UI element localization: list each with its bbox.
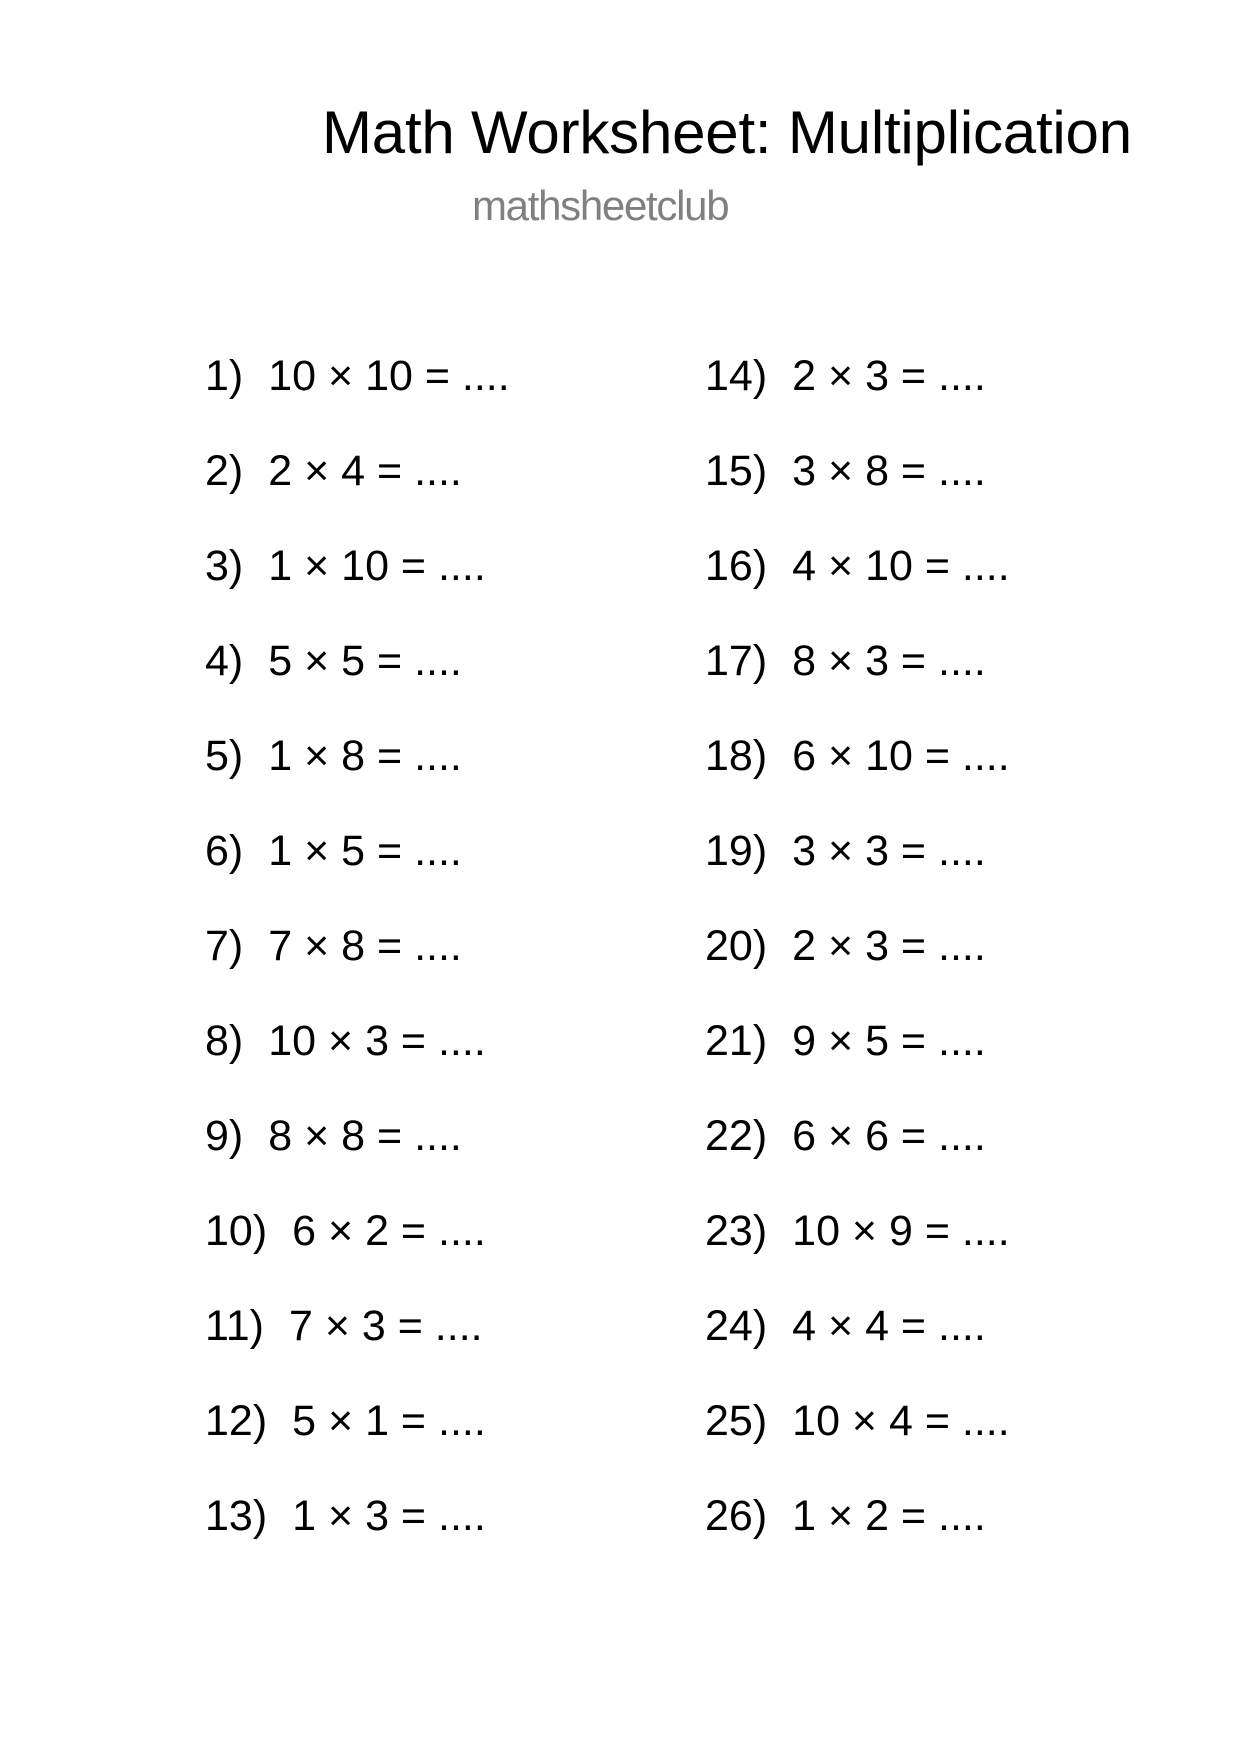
problem-number: 14) xyxy=(705,352,768,400)
problem-number: 1) xyxy=(205,352,244,400)
problem-item xyxy=(705,920,1205,1015)
problem-item xyxy=(205,1300,705,1395)
problem-item xyxy=(205,730,705,825)
problem-number: 21) xyxy=(705,1017,768,1065)
problem-expression: 5 × 1 = .... xyxy=(292,1397,486,1445)
problem-number: 13) xyxy=(205,1492,268,1540)
problem-expression: 10 × 4 = .... xyxy=(792,1397,1010,1445)
page-subtitle: mathsheetclub xyxy=(472,182,729,229)
problem-item xyxy=(205,1110,705,1205)
problem-number: 2) xyxy=(205,447,244,495)
problem-item xyxy=(705,540,1205,635)
problem-expression: 7 × 3 = .... xyxy=(288,1302,483,1350)
problem-item xyxy=(705,445,1205,540)
problem-number: 7) xyxy=(205,922,244,970)
problem-expression: 7 × 8 = .... xyxy=(268,922,462,970)
problem-number: 4) xyxy=(205,637,244,685)
problem-item xyxy=(205,350,705,445)
problem-number: 17) xyxy=(705,637,768,685)
problem-expression: 6 × 2 = .... xyxy=(292,1207,486,1255)
problem-number: 10) xyxy=(205,1207,268,1255)
problem-item xyxy=(705,1205,1205,1300)
problem-expression: 2 × 3 = .... xyxy=(792,922,986,970)
problem-item xyxy=(205,445,705,540)
problem-expression: 3 × 3 = .... xyxy=(792,827,986,875)
problem-expression: 1 × 8 = .... xyxy=(268,732,462,780)
problem-expression: 10 × 10 = .... xyxy=(268,352,510,400)
problem-expression: 6 × 10 = .... xyxy=(792,732,1010,780)
problem-number: 22) xyxy=(705,1112,768,1160)
problem-number: 26) xyxy=(705,1492,768,1540)
problem-expression: 9 × 5 = .... xyxy=(792,1017,986,1065)
problem-item xyxy=(705,350,1205,445)
problem-expression: 10 × 9 = .... xyxy=(792,1207,1010,1255)
problem-item xyxy=(205,1395,705,1490)
page-title: Math Worksheet: Multiplication xyxy=(322,99,1132,166)
problem-item xyxy=(705,825,1205,920)
problem-expression: 1 × 3 = .... xyxy=(292,1492,486,1540)
problem-number: 24) xyxy=(705,1302,768,1350)
problem-expression: 6 × 6 = .... xyxy=(792,1112,986,1160)
problem-expression: 5 × 5 = .... xyxy=(268,637,462,685)
problem-expression: 2 × 4 = .... xyxy=(268,447,462,495)
problem-column-right xyxy=(705,350,1205,1585)
problem-item xyxy=(705,730,1205,825)
problem-number: 18) xyxy=(705,732,768,780)
problem-number: 12) xyxy=(205,1397,268,1445)
problem-expression: 4 × 4 = .... xyxy=(792,1302,986,1350)
problem-item xyxy=(705,1490,1205,1585)
problem-number: 6) xyxy=(205,827,244,875)
problem-item xyxy=(205,920,705,1015)
problem-number: 16) xyxy=(705,542,768,590)
problem-expression: 2 × 3 = .... xyxy=(792,352,986,400)
problem-item xyxy=(205,1015,705,1110)
problem-item xyxy=(205,635,705,730)
problem-expression: 4 × 10 = .... xyxy=(792,542,1010,590)
problem-item xyxy=(705,1300,1205,1395)
problem-number: 5) xyxy=(205,732,244,780)
problem-expression: 8 × 3 = .... xyxy=(792,637,986,685)
problem-expression: 1 × 5 = .... xyxy=(268,827,462,875)
problem-number: 15) xyxy=(705,447,768,495)
problem-item xyxy=(205,1205,705,1300)
problem-expression: 10 × 3 = .... xyxy=(268,1017,486,1065)
problem-item xyxy=(705,635,1205,730)
problem-number: 11) xyxy=(205,1302,264,1350)
problem-item xyxy=(705,1395,1205,1490)
problem-number: 19) xyxy=(705,827,768,875)
problem-number: 9) xyxy=(205,1112,244,1160)
problem-number: 8) xyxy=(205,1017,244,1065)
problem-expression: 3 × 8 = .... xyxy=(792,447,986,495)
problem-item xyxy=(205,1490,705,1585)
problem-number: 25) xyxy=(705,1397,768,1445)
problem-number: 3) xyxy=(205,542,244,590)
problem-expression: 1 × 2 = .... xyxy=(792,1492,986,1540)
problem-number: 23) xyxy=(705,1207,768,1255)
problem-number: 20) xyxy=(705,922,768,970)
problem-item xyxy=(705,1015,1205,1110)
problem-item xyxy=(205,540,705,635)
problem-expression: 1 × 10 = .... xyxy=(268,542,486,590)
problem-expression: 8 × 8 = .... xyxy=(268,1112,462,1160)
problem-item xyxy=(205,825,705,920)
problem-column-left xyxy=(205,350,705,1585)
problem-item xyxy=(705,1110,1205,1205)
